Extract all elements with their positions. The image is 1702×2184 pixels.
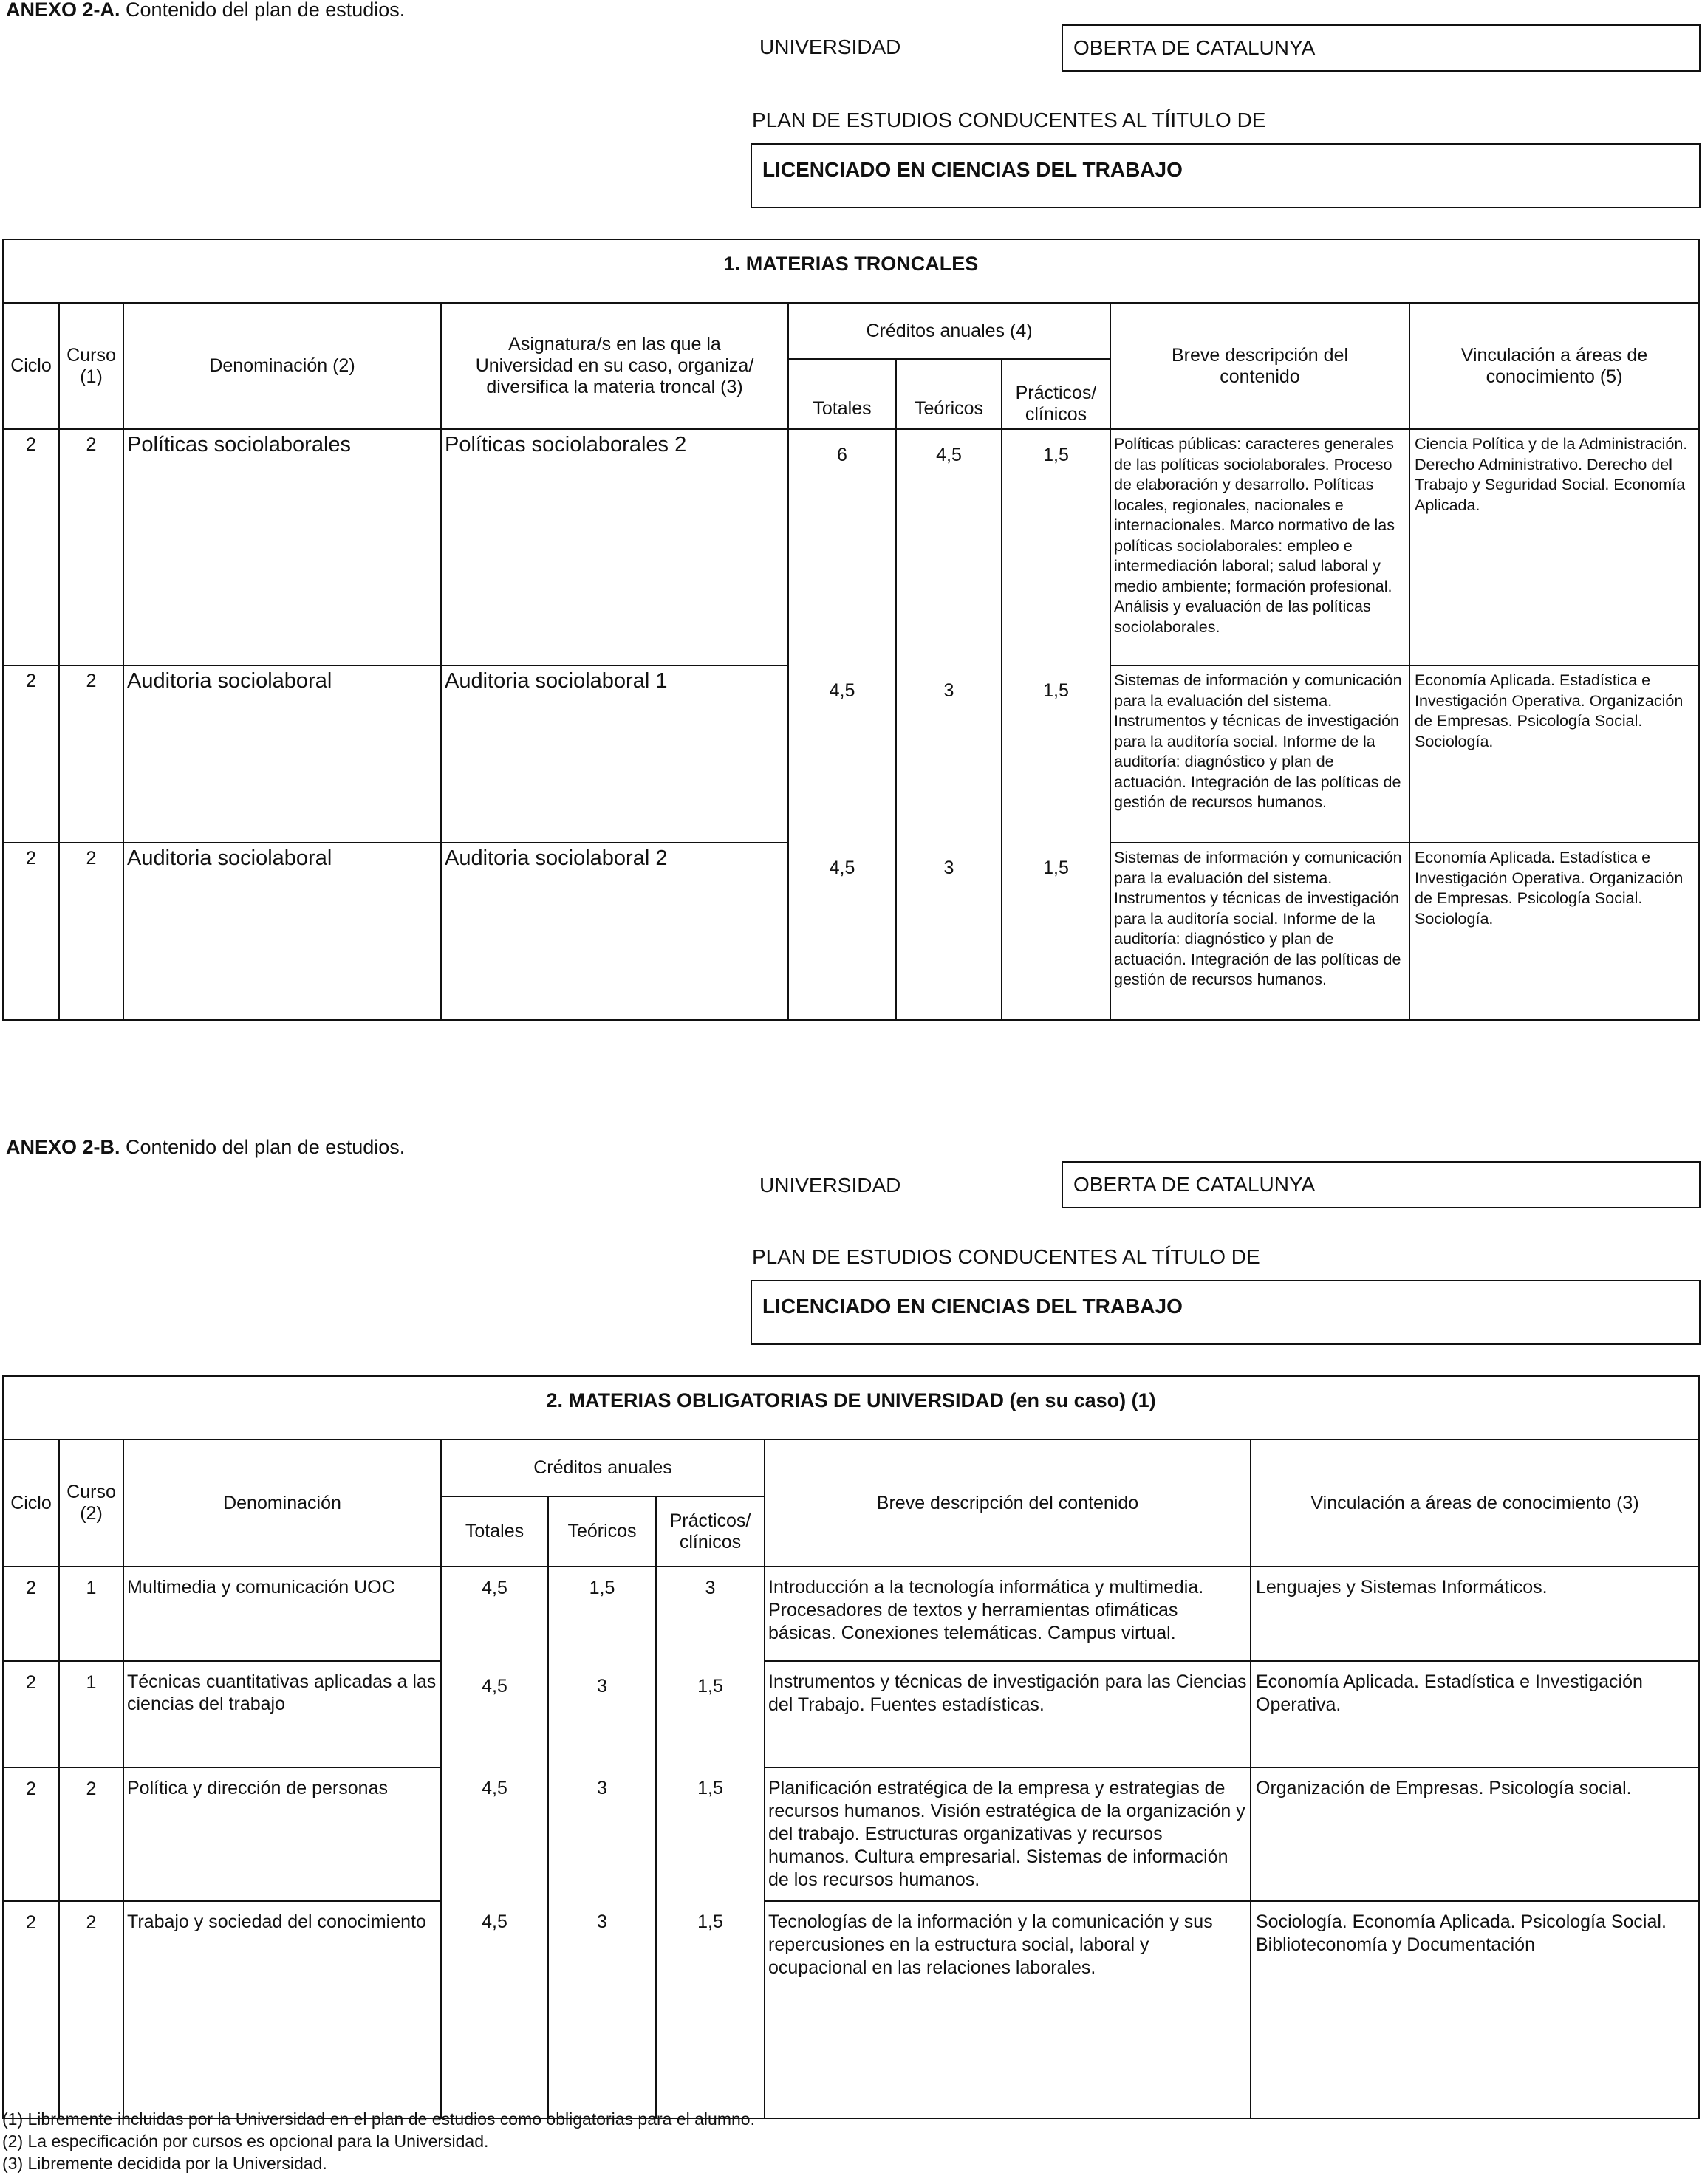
table-row [3, 665, 1699, 843]
cell-vinculacion: Ciencia Política y de la Administración. Derecho Administrativo. Derecho del Trabajo y Seguridad Social. Economía Aplicada. [1409, 429, 1699, 665]
annex-b-plan-label: PLAN DE ESTUDIOS CONDUCENTES AL TÍTULO DE [752, 1245, 1260, 1268]
annex-b-title-rest: Contenido del plan de estudios. [120, 1136, 406, 1158]
table-row [3, 843, 1699, 1020]
cell-vinculacion: Lenguajes y Sistemas Informáticos. [1251, 1567, 1699, 1661]
cell-curso: 2 [59, 1901, 123, 2118]
header-practicos: Prácticos/ clínicos [1002, 359, 1110, 429]
cell-teoricos: 3 [896, 843, 1002, 1020]
cell-teoricos: 3 [548, 1901, 656, 2118]
cell-teoricos: 4,5 [896, 429, 1002, 665]
cell-curso: 2 [59, 1767, 123, 1901]
header-totales: Totales [441, 1496, 548, 1567]
footnote: (2) La especificación por cursos es opcional para la Universidad. [2, 2132, 489, 2151]
cell-ciclo: 2 [3, 1661, 59, 1767]
cell-descripcion: Instrumentos y técnicas de investigación para las Ciencias del Trabajo. Fuentes estadísticas. [765, 1661, 1251, 1767]
cell-totales: 6 [788, 429, 896, 665]
cell-ciclo: 2 [3, 1901, 59, 2118]
cell-curso: 2 [59, 429, 123, 665]
cell-totales: 4,5 [788, 665, 896, 843]
table-row [3, 1767, 1699, 1901]
cell-asignatura: Políticas sociolaborales 2 [441, 429, 788, 665]
table-row [3, 1661, 1699, 1767]
table-row [3, 429, 1699, 665]
cell-totales: 4,5 [441, 1901, 548, 2118]
cell-asignatura: Auditoria sociolaboral 1 [441, 665, 788, 843]
cell-vinculacion: Sociología. Economía Aplicada. Psicología Social. Biblioteconomía y Documentación [1251, 1901, 1699, 2118]
cell-curso: 2 [59, 843, 123, 1020]
annex-a-university-label: UNIVERSIDAD [759, 35, 901, 58]
header-descripcion: Breve descripción del contenido [1110, 303, 1409, 429]
cell-teoricos: 3 [548, 1767, 656, 1901]
cell-denominacion: Auditoria sociolaboral [123, 665, 441, 843]
header-ciclo: Ciclo [3, 303, 59, 429]
header-totales: Totales [788, 359, 896, 429]
header-creditos: Créditos anuales [441, 1440, 765, 1496]
cell-asignatura: Auditoria sociolaboral 2 [441, 843, 788, 1020]
header-denominacion: Denominación [123, 1440, 441, 1567]
cell-totales: 4,5 [441, 1767, 548, 1901]
cell-denominacion: Trabajo y sociedad del conocimiento [123, 1901, 441, 2118]
footnote: (3) Libremente decidida por la Universidad. [2, 2154, 327, 2173]
header-ciclo: Ciclo [3, 1440, 59, 1567]
cell-curso: 2 [59, 665, 123, 843]
annex-a-title [6, 0, 405, 21]
header-vinculacion: Vinculación a áreas de conocimiento (3) [1251, 1440, 1699, 1567]
cell-denominacion: Multimedia y comunicación UOC [123, 1567, 441, 1661]
annex-b-university-box: OBERTA DE CATALUNYA [1062, 1161, 1701, 1208]
header-asignatura: Asignatura/s en las que la Universidad en su caso, organiza/ diversifica la materia troncal (3) [441, 303, 788, 429]
cell-ciclo: 2 [3, 1567, 59, 1661]
table-row [3, 1901, 1699, 2118]
cell-practicos: 1,5 [1002, 843, 1110, 1020]
header-practicos: Prácticos/ clínicos [656, 1496, 765, 1567]
header-creditos: Créditos anuales (4) [788, 303, 1110, 359]
annex-b-university-label: UNIVERSIDAD [759, 1174, 901, 1197]
cell-totales: 4,5 [788, 843, 896, 1020]
cell-vinculacion: Economía Aplicada. Estadística e Investigación Operativa. [1251, 1661, 1699, 1767]
cell-practicos: 1,5 [1002, 665, 1110, 843]
header-curso: Curso (2) [59, 1440, 123, 1567]
cell-descripcion: Políticas públicas: caracteres generales de las políticas sociolaborales. Proceso de elaboración y desarrollo. Políticas locales, regionales, nacionales e internacionales. Marco normativo de las políticas sociolaborales: empleo e intermediación laboral; salud laboral y medio ambiente; formación profesional. Análisis y evaluación de las políticas sociolaborales. [1110, 429, 1409, 665]
cell-teoricos: 1,5 [548, 1567, 656, 1661]
cell-descripcion: Sistemas de información y comunicación para la evaluación del sistema. Instrumentos y técnicas de investigación para la auditoría social. Informe de la auditoría: diagnóstico y plan de actuación. Integración de las políticas de gestión de recursos humanos. [1110, 843, 1409, 1020]
cell-vinculacion: Organización de Empresas. Psicología social. [1251, 1767, 1699, 1901]
cell-descripcion: Sistemas de información y comunicación para la evaluación del sistema. Instrumentos y técnicas de investigación para la auditoría social. Informe de la auditoría: diagnóstico y plan de actuación. Integración de las políticas de gestión de recursos humanos. [1110, 665, 1409, 843]
footnotes [2, 2108, 755, 2174]
cell-ciclo: 2 [3, 665, 59, 843]
cell-practicos: 1,5 [1002, 429, 1110, 665]
footnote: (1) Libremente incluidas por la Universidad en el plan de estudios como obligatorias para el alumno. [2, 2109, 755, 2129]
annex-b-title [6, 1136, 405, 1158]
cell-teoricos: 3 [896, 665, 1002, 843]
annex-a-title-rest: Contenido del plan de estudios. [120, 0, 406, 21]
cell-curso: 1 [59, 1567, 123, 1661]
header-curso: Curso (1) [59, 303, 123, 429]
cell-ciclo: 2 [3, 429, 59, 665]
cell-denominacion: Política y dirección de personas [123, 1767, 441, 1901]
cell-denominacion: Técnicas cuantitativas aplicadas a las ciencias del trabajo [123, 1661, 441, 1767]
header-teoricos: Teóricos [548, 1496, 656, 1567]
header-vinculacion: Vinculación a áreas de conocimiento (5) [1409, 303, 1699, 429]
annex-a-title-bold: ANEXO 2-A. [6, 0, 120, 21]
annex-b-degree-box: LICENCIADO EN CIENCIAS DEL TRABAJO [751, 1280, 1701, 1345]
cell-vinculacion: Economía Aplicada. Estadística e Investigación Operativa. Organización de Empresas. Psicología Social. Sociología. [1409, 665, 1699, 843]
header-teoricos: Teóricos [896, 359, 1002, 429]
annex-a-table [2, 239, 1700, 1021]
annex-a-section-title: 1. MATERIAS TRONCALES [3, 239, 1699, 303]
annex-a-degree-box: LICENCIADO EN CIENCIAS DEL TRABAJO [751, 143, 1701, 208]
annex-b-table [2, 1375, 1700, 2119]
annex-b-section-title: 2. MATERIAS OBLIGATORIAS DE UNIVERSIDAD (en su caso) (1) [3, 1376, 1699, 1440]
cell-descripcion: Planificación estratégica de la empresa y estrategias de recursos humanos. Visión estratégica de la organización y del trabajo. Estructuras organizativas y recursos humanos. Cultura empresarial. Sistemas de información de los recursos humanos. [765, 1767, 1251, 1901]
cell-teoricos: 3 [548, 1661, 656, 1767]
table-row [3, 1567, 1699, 1661]
cell-practicos: 3 [656, 1567, 765, 1661]
annex-a-plan-label: PLAN DE ESTUDIOS CONDUCENTES AL TÍITULO DE [752, 109, 1266, 131]
cell-practicos: 1,5 [656, 1767, 765, 1901]
cell-practicos: 1,5 [656, 1901, 765, 2118]
cell-totales: 4,5 [441, 1567, 548, 1661]
annex-b-title-bold: ANEXO 2-B. [6, 1136, 120, 1158]
cell-practicos: 1,5 [656, 1661, 765, 1767]
annex-a-university-box: OBERTA DE CATALUNYA [1062, 24, 1701, 72]
cell-descripcion: Introducción a la tecnología informática y multimedia. Procesadores de textos y herramientas ofimáticas básicas. Conexiones telemáticas. Campus virtual. [765, 1567, 1251, 1661]
cell-vinculacion: Economía Aplicada. Estadística e Investigación Operativa. Organización de Empresas. Psicología Social. Sociología. [1409, 843, 1699, 1020]
cell-denominacion: Auditoria sociolaboral [123, 843, 441, 1020]
header-denominacion: Denominación (2) [123, 303, 441, 429]
cell-curso: 1 [59, 1661, 123, 1767]
cell-descripcion: Tecnologías de la información y la comunicación y sus repercusiones en la estructura social, laboral y ocupacional en las relaciones laborales. [765, 1901, 1251, 2118]
cell-totales: 4,5 [441, 1661, 548, 1767]
header-descripcion: Breve descripción del contenido [765, 1440, 1251, 1567]
cell-denominacion: Políticas sociolaborales [123, 429, 441, 665]
cell-ciclo: 2 [3, 843, 59, 1020]
cell-ciclo: 2 [3, 1767, 59, 1901]
